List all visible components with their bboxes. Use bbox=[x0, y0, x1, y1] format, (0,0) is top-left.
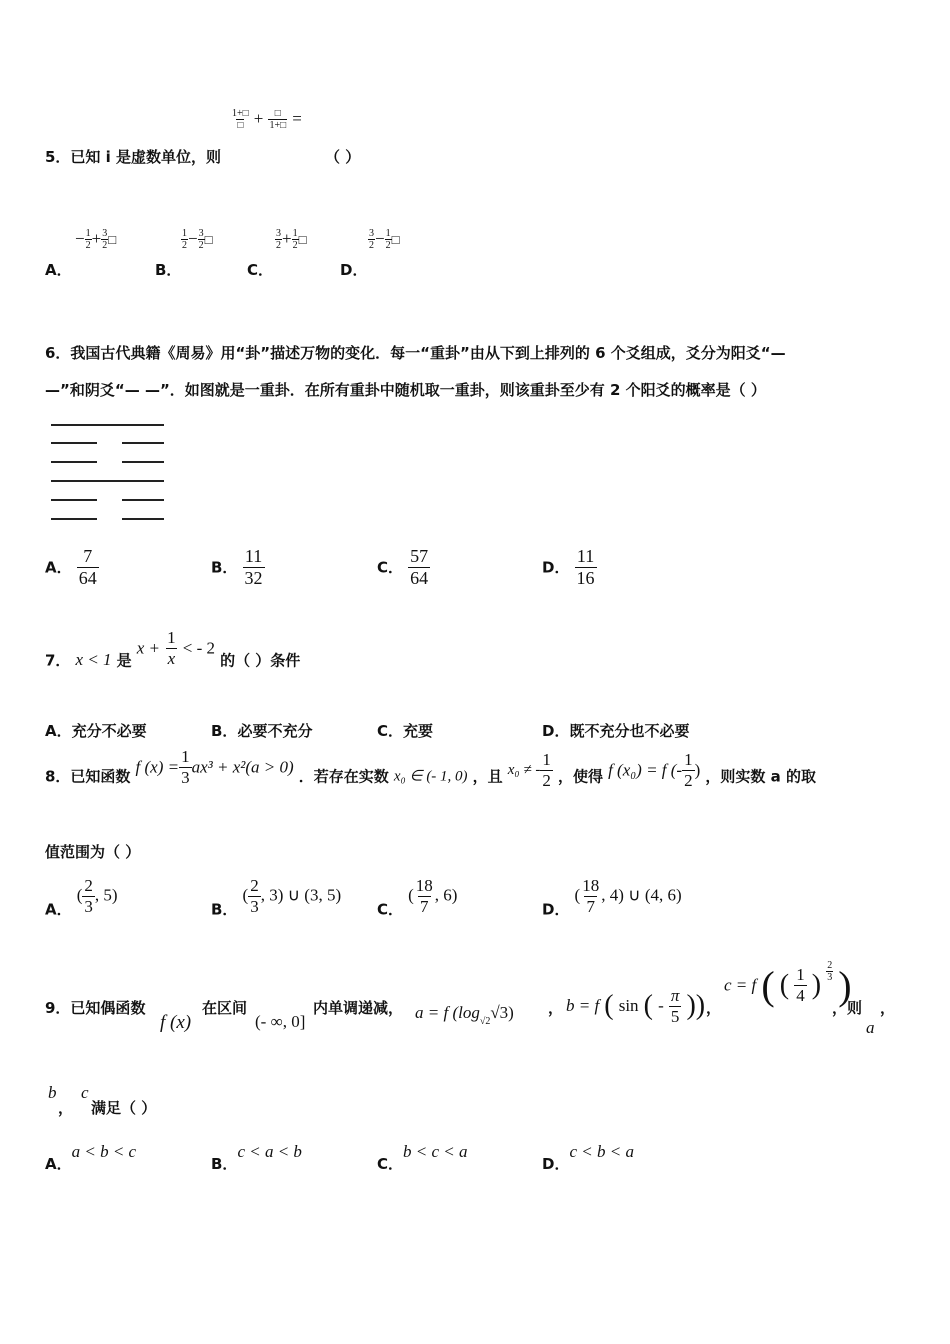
q8-option-b[interactable]: B． ( $\frac{2}{3}$ , 3) ∪ (3, 5) bbox=[211, 876, 342, 919]
q8-option-c[interactable]: C． ( $\frac{18}{7}$ , 6) bbox=[377, 876, 458, 919]
yin-line-left bbox=[51, 461, 97, 463]
q8-stem: 8．已知函数 f (x) = $\frac{1}{3}$ ax³ + x²(a > 0) ．若存在实数 x₀ ∈ (- 1, 0) ，且 x₀ ≠ - $\frac{1}{2}$ ，使得 f (x₀) = f (- $\frac{1}{2}$ ) ，则实数 a 的取 bbox=[45, 747, 816, 790]
q9-fx: f (x) bbox=[160, 1012, 192, 1033]
q9-satisfy: 满足（ ） bbox=[91, 1099, 157, 1117]
yin-line-left bbox=[51, 499, 97, 501]
yin-line-left bbox=[51, 518, 97, 520]
q5-expression: 1+□ □ + □ 1+□ = bbox=[232, 108, 302, 131]
q6-option-d[interactable]: D． $\frac{11}{16}$ bbox=[542, 546, 595, 588]
q9-b-expr: b = f ( sin ( - $\frac{\pi}{5}$ )) bbox=[566, 986, 706, 1026]
q5-paren: （ ） bbox=[325, 148, 361, 166]
q9-option-c[interactable]: C．b < c < a bbox=[377, 1142, 468, 1173]
q9-var-c: c bbox=[81, 1083, 89, 1102]
yin-line-right bbox=[122, 461, 164, 463]
yin-line-right bbox=[122, 518, 164, 520]
q5-option-d[interactable]: $\frac{3}{2}$ − $\frac{1}{2}$ □ D． bbox=[340, 228, 400, 279]
q9-a-expr: a = f $(\log_{√2}√3)$ bbox=[415, 1003, 514, 1027]
yang-line bbox=[51, 480, 164, 482]
q9-var-b: b bbox=[48, 1083, 57, 1102]
q9-comma-2: ， bbox=[706, 999, 722, 1017]
q7-option-d[interactable]: D．既不充分也不必要 bbox=[542, 722, 690, 740]
q6-stem-line2: —”和阴爻“— —”．如图就是一重卦．在所有重卦中随机取一重卦，则该重卦至少有 2 个阳爻的概率是（ ） bbox=[45, 381, 766, 399]
yin-line-left bbox=[51, 442, 97, 444]
q9-in-interval: 在区间 bbox=[202, 999, 248, 1017]
yang-line bbox=[51, 424, 164, 426]
q9-c-expr: c = f ( ( $\frac{1}{4}$ ) $\frac{2}{3}$ ) bbox=[724, 960, 852, 1008]
q9-option-d[interactable]: D．c < b < a bbox=[542, 1142, 634, 1173]
q5-stem: 5．已知 i 是虚数单位，则 bbox=[45, 148, 222, 166]
q9-option-b[interactable]: B．c < a < b bbox=[211, 1142, 302, 1173]
q6-option-c[interactable]: C． $\frac{57}{64}$ bbox=[377, 546, 429, 588]
q9-num: 9．已知偶函数 bbox=[45, 999, 146, 1017]
q6-stem-line1: 6．我国古代典籍《周易》用“卦”描述万物的变化．每一“重卦”由从下到上排列的 6 个爻组成，爻分为阳爻“— bbox=[45, 344, 786, 362]
q6-option-b[interactable]: B． $\frac{11}{32}$ bbox=[211, 546, 263, 588]
q5-fraction-2: □ 1+□ bbox=[269, 108, 287, 131]
q9-dec: 内单调递减， bbox=[313, 999, 404, 1017]
yin-line-right bbox=[122, 499, 164, 501]
q6-option-a[interactable]: A． $\frac{7}{64}$ bbox=[45, 546, 97, 588]
q9-comma-1: ， bbox=[548, 999, 564, 1017]
q5-option-b[interactable]: $\frac{1}{2}$ − $\frac{3}{2}$ □ B． bbox=[155, 228, 213, 279]
q5-option-a[interactable]: − $\frac{1}{2}$ + $\frac{3}{2}$ □ A． bbox=[45, 228, 117, 279]
q9-option-a[interactable]: A．a < b < c bbox=[45, 1142, 137, 1173]
q7-stem: 7． x < 1 是 x + $\frac{1}{x}$ < - 2 的（ ）条件 bbox=[45, 628, 301, 670]
q5-fraction-1: 1+□ □ bbox=[232, 108, 249, 131]
yin-line-right bbox=[122, 442, 164, 444]
q7-option-c[interactable]: C．充要 bbox=[377, 722, 434, 740]
q5-option-c[interactable]: $\frac{3}{2}$ + $\frac{1}{2}$ □ C． bbox=[247, 228, 307, 279]
q9-comma-3: ， bbox=[880, 999, 896, 1017]
q9-interval: (- ∞, 0] bbox=[255, 1012, 306, 1031]
q7-option-b[interactable]: B．必要不充分 bbox=[211, 722, 313, 740]
q7-option-a[interactable]: A．充分不必要 bbox=[45, 722, 147, 740]
q8-stem-line2: 值范围为（ ） bbox=[45, 843, 141, 861]
q9-var-a: a bbox=[866, 1018, 875, 1037]
q8-option-a[interactable]: A． ( $\frac{2}{3}$ , 5) bbox=[45, 876, 118, 919]
q8-option-d[interactable]: D． ( $\frac{18}{7}$ , 4) ∪ (4, 6) bbox=[542, 876, 682, 919]
q9-comma-4: ， bbox=[58, 1099, 74, 1117]
q9-then: ，则 bbox=[832, 999, 863, 1017]
